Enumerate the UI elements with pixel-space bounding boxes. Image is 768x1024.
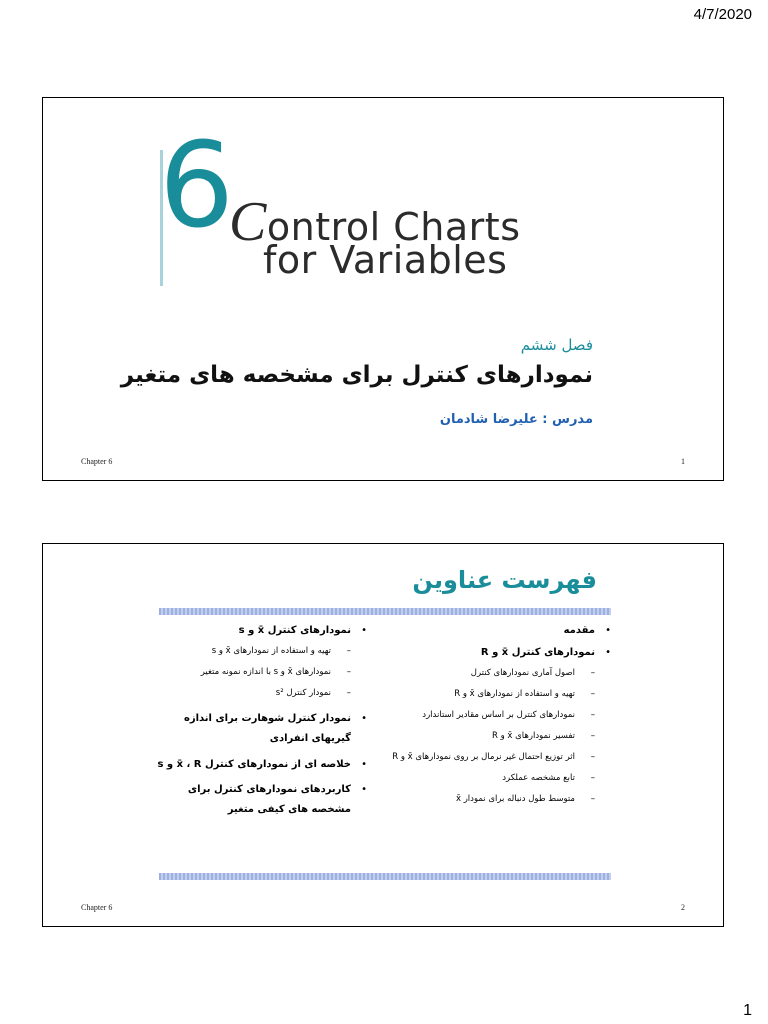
persian-main-title: نمودارهای کنترل برای مشخصه های متغیر [120, 362, 593, 388]
decorative-band-top [159, 608, 611, 615]
slide-1-footer-chapter: Chapter 6 [81, 457, 113, 466]
slide-1-footer-number: 1 [681, 457, 685, 466]
title-line-1-rest: ontrol Charts [266, 205, 521, 249]
toc-subitem: – تفسیر نمودارهای x̄ و R [373, 731, 611, 742]
toc-title: فهرست عناوین [412, 566, 597, 594]
teacher-name: مدرس : علیرضا شادمان [439, 412, 593, 427]
toc-item: • نمودارهای کنترل x̄ و s [157, 624, 367, 637]
toc-subitem: – نمودارهای کنترل بر اساس مقادیر استاندارد [373, 710, 611, 721]
toc-subitem: – تهیه و استفاده از نمودارهای x̄ و s [157, 646, 367, 657]
chapter-number: 6 [159, 116, 235, 254]
slide-2 [42, 543, 724, 927]
toc-subitem: – نمودار کنترل s² [157, 688, 367, 699]
toc-item: • مقدمه [373, 624, 611, 637]
toc-subitem: – متوسط طول دنباله برای نمودار x̄ [373, 794, 611, 805]
toc-subitem: – اصول آماری نمودارهای کنترل [373, 668, 611, 679]
toc-subitem: – تابع مشخصه عملکرد [373, 773, 611, 784]
toc-subitem: – نمودارهای x̄ و s با اندازه نمونه متغیر [157, 667, 367, 678]
chapter-label: فصل ششم [520, 336, 593, 354]
english-title-line-2: for Variables [263, 238, 508, 282]
page-date: 4/7/2020 [693, 6, 752, 23]
slide-1 [42, 97, 724, 481]
toc-right-column [373, 624, 611, 815]
toc-left-column [157, 624, 367, 829]
toc-item: • خلاصه ای از نمودارهای کنترل x̄ ، R و s [157, 758, 367, 771]
title-initial-letter: C [229, 191, 267, 253]
toc-subitem: – اثر توزیع احتمال غیر نرمال بر روی نمودارهای x̄ و R [373, 752, 611, 763]
toc-item: • نمودار کنترل شوهارت برای اندازه گیریهای انفرادی [157, 709, 367, 749]
slide-2-footer-number: 2 [681, 903, 685, 912]
page-number: 1 [743, 1002, 752, 1019]
decorative-band-bottom [159, 873, 611, 880]
toc-subitem: – تهیه و استفاده از نمودارهای x̄ و R [373, 689, 611, 700]
toc-item: • کاربردهای نمودارهای کنترل برای مشخصه های کیفی متغیر [157, 780, 367, 820]
toc-item: • نمودارهای کنترل x̄ و R [373, 646, 611, 659]
slide-2-footer-chapter: Chapter 6 [81, 903, 113, 912]
